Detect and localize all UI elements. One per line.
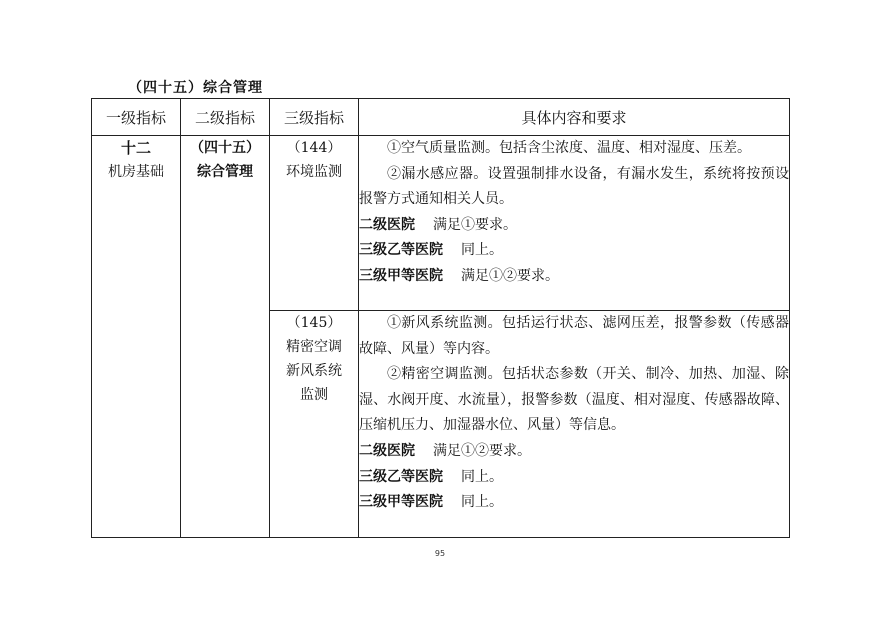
requirement-text: 同上。 [461, 242, 503, 259]
header-content: 具体内容和要求 [359, 99, 790, 136]
header-level1: 一级指标 [92, 99, 181, 136]
page-number: 95 [434, 549, 446, 558]
level3-name: 环境监测 [286, 164, 342, 180]
requirement-text: 同上。 [461, 494, 503, 511]
level3-number: （145） [286, 315, 342, 331]
requirement-line [359, 264, 789, 290]
hospital-level: 三级乙等医院 [359, 468, 443, 485]
level1-cell [92, 136, 181, 538]
indicator-table [91, 98, 790, 538]
content-paragraph: ①空气质量监测。包括含尘浓度、温度、相对湿度、压差。 [387, 140, 751, 156]
level3-cell [270, 311, 359, 538]
table-header-row [92, 99, 790, 136]
header-level2: 二级指标 [181, 99, 270, 136]
requirement-line [359, 490, 789, 516]
hospital-level: 三级甲等医院 [359, 494, 443, 511]
level3-name: 精密空调 [286, 339, 342, 355]
requirement-line [359, 465, 789, 491]
requirement-line [359, 238, 789, 264]
content-cell [359, 311, 790, 538]
table-row [92, 136, 790, 311]
requirement-text: 同上。 [461, 468, 503, 485]
hospital-level: 二级医院 [359, 216, 415, 233]
level1-name: 机房基础 [108, 164, 164, 180]
content-cell [359, 136, 790, 311]
requirement-line [359, 213, 789, 239]
header-level3: 三级指标 [270, 99, 359, 136]
content-paragraph: ②精密空调监测。包括状态参数（开关、制冷、加热、加湿、除湿、水阀开度、水流量），报警参数（温度、相对湿度、传感器故障、压缩机压力、加湿器水位、风量）等信息。 [359, 366, 789, 434]
requirement-text: 满足①要求。 [433, 216, 517, 233]
requirement-text: 满足①②要求。 [433, 442, 531, 459]
level3-cell [270, 136, 359, 311]
hospital-level: 二级医院 [359, 442, 415, 459]
requirement-text: 满足①②要求。 [461, 267, 559, 284]
level2-cell [181, 136, 270, 538]
level3-name: 新风系统 [286, 363, 342, 379]
level3-name: 监测 [300, 387, 328, 403]
hospital-level: 三级乙等医院 [359, 242, 443, 259]
level2-name: 综合管理 [197, 164, 253, 180]
section-title: （四十五）综合管理 [128, 80, 263, 96]
level1-number: 十二 [120, 139, 151, 157]
level3-number: （144） [286, 140, 342, 156]
content-paragraph: ①新风系统监测。包括运行状态、滤网压差，报警参数（传感器故障、风量）等内容。 [359, 315, 789, 357]
content-paragraph: ②漏水感应器。设置强制排水设备，有漏水发生，系统将按预设报警方式通知相关人员。 [359, 165, 789, 208]
hospital-level: 三级甲等医院 [359, 267, 443, 284]
requirement-line [359, 439, 789, 465]
level2-number: （四十五） [190, 140, 260, 156]
